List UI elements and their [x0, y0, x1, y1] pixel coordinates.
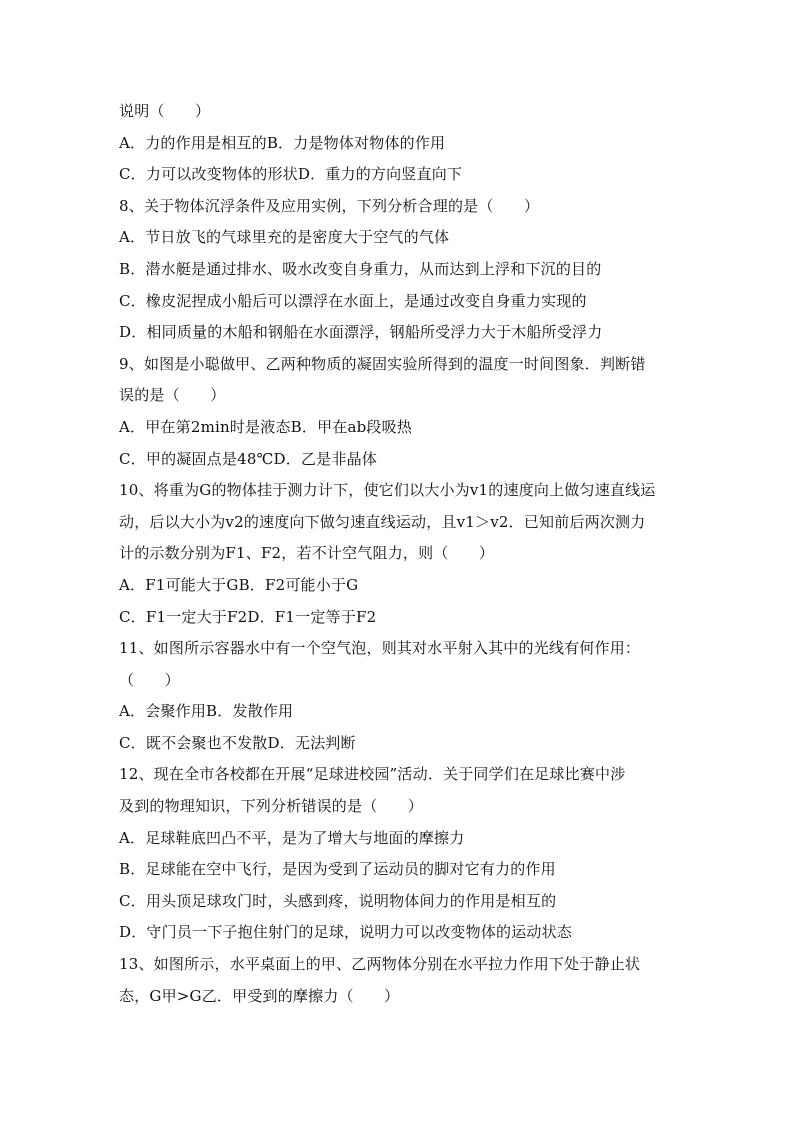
option-line: A．会聚作用B．发散作用: [119, 702, 294, 721]
option-line: A．足球鞋底凹凸不平，是为了增大与地面的摩擦力: [119, 828, 465, 847]
option-line: A．力的作用是相互的B．力是物体对物体的作用: [119, 133, 446, 152]
question-13-stem: 13、如图所示，水平桌面上的甲、乙两物体分别在水平拉力作用下处于静止状: [119, 955, 641, 974]
option-line: C．F1一定大于F2D．F1一定等于F2: [119, 607, 377, 626]
text-line: 计的示数分别为F1、F2，若不计空气阻力，则（ ）: [119, 544, 495, 563]
text-line: 态，G甲>G乙．甲受到的摩擦力（ ）: [119, 986, 400, 1005]
option-line: D．相同质量的木船和钢船在水面漂浮，钢船所受浮力大于木船所受浮力: [119, 323, 603, 342]
text-line: （ ）: [119, 670, 180, 689]
question-11-stem: 11、如图所示容器水中有一个空气泡，则其对水平射入其中的光线有何作用：: [119, 639, 641, 658]
text-line: 及到的物理知识，下列分析错误的是（ ）: [119, 797, 424, 816]
option-line: C．甲的凝固点是48℃D．乙是非晶体: [119, 449, 377, 468]
text-line: 动，后以大小为v2的速度向下做匀速直线运动，且v1＞v2．已知前后两次测力: [119, 512, 646, 531]
option-line: B．足球能在空中飞行，是因为受到了运动员的脚对它有力的作用: [119, 860, 556, 879]
text-line: 误的是（ ）: [119, 386, 226, 405]
option-line: C．既不会聚也不发散D．无法判断: [119, 733, 356, 752]
option-line: C．橡皮泥捏成小船后可以漂浮在水面上，是通过改变自身重力实现的: [119, 291, 587, 310]
question-12-stem: 12、现在全市各校都在开展“足球进校园”活动．关于同学们在足球比赛中涉: [119, 765, 626, 784]
option-line: C．力可以改变物体的形状D．重力的方向竖直向下: [119, 165, 463, 184]
option-line: A．F1可能大于GB．F2可能小于G: [119, 575, 359, 594]
option-line: A．节日放飞的气球里充的是密度大于空气的气体: [119, 228, 450, 247]
question-10-stem: 10、将重为G的物体挂于测力计下，使它们以大小为v1的速度向上做匀速直线运: [119, 481, 656, 500]
question-9-stem: 9、如图是小聪做甲、乙两种物质的凝固实验所得到的温度一时间图象．判断错: [119, 354, 646, 373]
question-text-block: [119, 96, 679, 1012]
option-line: D．守门员一下子抱住射门的足球，说明力可以改变物体的运动状态: [119, 923, 573, 942]
option-line: A．甲在第2min时是液态B．甲在ab段吸热: [119, 417, 413, 436]
question-8-stem: 8、关于物体沉浮条件及应用实例，下列分析合理的是（ ）: [119, 196, 540, 215]
text-line: 说明（ ）: [119, 102, 211, 120]
option-line: B．潜水艇是通过排水、吸水改变自身重力，从而达到上浮和下沉的目的: [119, 259, 602, 278]
option-line: C．用头顶足球攻门时，头感到疼，说明物体间力的作用是相互的: [119, 891, 557, 910]
